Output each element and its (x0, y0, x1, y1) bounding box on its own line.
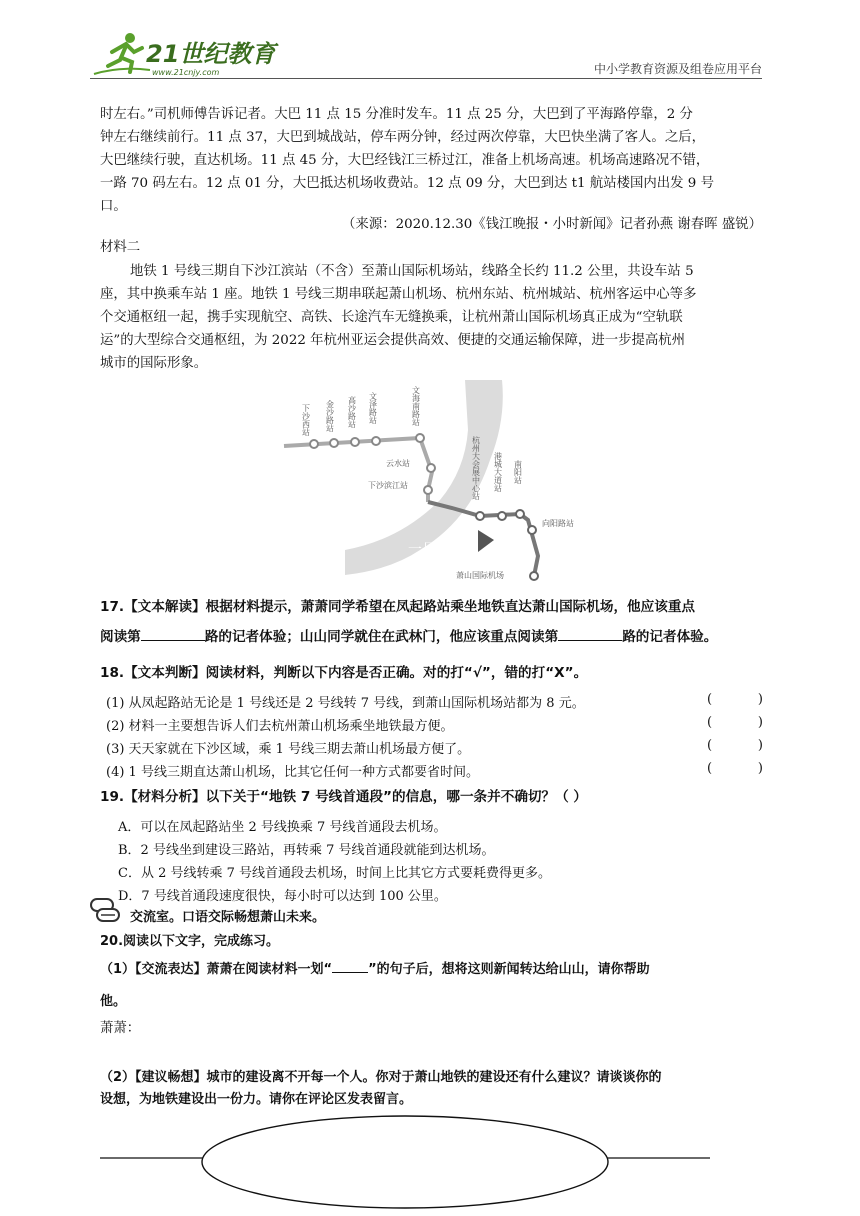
q17-line1: 根据材料提示，萧萧同学希望在凤起路站乘坐地铁直达萧山国际机场，他应该重点 (205, 599, 696, 615)
station-label: 下沙西站 (301, 404, 311, 436)
answer-blank[interactable] (558, 626, 622, 641)
chat-bubble-icon (88, 896, 124, 924)
line-label: 一号线三期 (408, 542, 478, 558)
judge-item: (1) 从凤起路站无论是 1 号线还是 2 号线转 7 号线，到萧山国际机场站都为 8 元。 (106, 696, 585, 711)
q19-tag: 19.【材料分析】 (100, 789, 206, 805)
q20-stem: 阅读以下文字，完成练习。 (123, 934, 280, 949)
logo-url: www.21cnjy.com (152, 68, 220, 77)
section-title: 交流室。口语交际畅想萧山未来。 (130, 910, 326, 925)
station-dot (351, 438, 359, 446)
choice-option-c[interactable]: C．从 2 号线转乘 7 号线首通段去机场，时间上比其它方式要耗费得更多。 (118, 866, 552, 881)
choice-option-b[interactable]: B．2 号线坐到建设三路站，再转乘 7 号线首通段就能到达机场。 (118, 843, 495, 858)
route-line-upper (284, 438, 432, 502)
station-dot (498, 512, 506, 520)
q20-part2-line: 设想，为地铁建设出一份力。请你在评论区发表留言。 (100, 1092, 413, 1107)
material2-line: 地铁 1 号线三期自下沙江滨站（不含）至萧山国际机场站，线路全长约 11.2 公里，共设车站 5 (130, 264, 694, 279)
question-18-stem (100, 662, 762, 684)
material1-line: 钟左右继续前行。11 点 37，大巴到城战站，停车两分钟，经过两次停靠，大巴快坐满了客人。之后， (100, 130, 705, 145)
material2-line: 城市的国际形象。 (100, 356, 208, 371)
question-19-stem (100, 786, 762, 808)
station-label: 高沙路站 (347, 396, 357, 428)
q20-text: 他。 (100, 994, 127, 1009)
station-label: 文海南路站 (411, 386, 421, 426)
material1-line: 时左右。”司机师傅告诉记者。大巴 11 点 15 分准时发车。11 点 25 分，大巴到了平海路停靠，2 分 (100, 107, 693, 122)
judge-answer-box[interactable]: ( ) (707, 738, 763, 753)
judge-item: (3) 天天家就在下沙区域，乘 1 号线三期去萧山机场最方便了。 (106, 742, 471, 757)
question-20-stem (100, 930, 279, 949)
page-header (90, 30, 762, 80)
q20-part1 (100, 958, 650, 977)
choice-option-d[interactable]: D．7 号线首通段速度很快，每小时可以达到 100 公里。 (118, 889, 447, 904)
station-dot (416, 434, 424, 442)
material1-line: 一路 70 码左右。12 点 01 分，大巴抵达机场收费站。12 点 09 分，大巴到达 t1 航站楼国内出发 9 号 (100, 176, 714, 191)
station-dot (516, 510, 524, 518)
q20-text: （1）【交流表达】萧萧在阅读材料一划“ (100, 962, 333, 977)
header-divider (90, 78, 762, 79)
station-dot (424, 486, 432, 494)
comment-bubble[interactable] (202, 1116, 608, 1208)
judge-answer-box[interactable]: ( ) (707, 715, 763, 730)
station-label: 南阳站 (513, 460, 523, 484)
station-label: 向阳路站 (542, 519, 574, 528)
station-label: 云水站 (386, 459, 410, 468)
station-dot (528, 526, 536, 534)
station-label: 萧山国际机场 (456, 571, 504, 580)
platform-name: 中小学教育资源及组卷应用平台 (593, 62, 762, 76)
q17-tag: 17.【文本解读】 (100, 599, 206, 615)
q20-text: ”的句子后，想将这则新闻转达给山山，请你帮助 (368, 962, 650, 977)
q18-tag: 18.【文本判断】 (100, 665, 206, 681)
choice-option-a[interactable]: A．可以在凤起路站坐 2 号线换乘 7 号线首通段去机场。 (118, 820, 447, 835)
material1-line: 口。 (100, 199, 127, 214)
runner-icon (94, 33, 150, 74)
judge-answer-box[interactable]: ( ) (707, 692, 763, 707)
judge-item: (4) 1 号线三期直达萧山机场，比其它任何一种方式都要省时间。 (106, 765, 479, 780)
speaker-label: 萧萧： (100, 1021, 141, 1036)
q17-text: 阅读第 (100, 629, 141, 645)
q20-tag: 20. (100, 934, 124, 949)
material1-text (100, 103, 762, 218)
station-dot (427, 464, 435, 472)
source-citation: （来源：2020.12.30《钱江晚报・小时新闻》记者孙燕 谢春晖 盛锐） (342, 217, 762, 232)
station-label: 杭州大会展中心站 (471, 436, 481, 500)
material2-line: 座，其中换乘车站 1 座。地铁 1 号线三期串联起萧山机场、杭州东站、杭州城站、杭州客运中心等多 (100, 287, 697, 302)
material1-line: 大巴继续行驶，直达机场。11 点 45 分，大巴经钱江三桥过江，准备上机场高速。机场高速路况不错， (100, 153, 710, 168)
material2-line: 运”的大型综合交通枢纽，为 2022 年杭州亚运会提供高效、便捷的交通运输保障，进一步提高杭州 (100, 333, 686, 348)
logo-text: 21世纪教育 (146, 40, 276, 68)
q18-stem: 阅读材料，判断以下内容是否正确。对的打“√”，错的打“X”。 (205, 665, 588, 681)
q20-part2-line: （2）【建议畅想】城市的建设离不开每一个人。你对于萧山地铁的建设还有什么建议？请谈谈你的 (100, 1070, 662, 1085)
q17-text: 路的记者体验。 (622, 629, 718, 645)
question-17 (100, 596, 762, 648)
q17-text: 路的记者体验；山山同学就住在武林门，他应该重点阅读第 (204, 629, 559, 645)
station-label: 港城大道站 (493, 452, 503, 492)
comment-area[interactable] (100, 1110, 760, 1216)
material2-title: 材料二 (100, 240, 141, 255)
answer-blank[interactable] (332, 958, 368, 973)
q19-stem: 以下关于“地铁 7 号线首通段”的信息，哪一条并不确切？（ ） (205, 789, 588, 805)
site-logo (90, 30, 290, 78)
station-label: 金沙路站 (325, 400, 335, 432)
metro-line-map (270, 380, 580, 585)
material2-line: 个交通枢纽一起，携手实现航空、高铁、长途汽车无缝换乘，让杭州萧山国际机场真正成为“空轨联 (100, 310, 683, 325)
material2-text (100, 260, 762, 375)
judge-answer-box[interactable]: ( ) (707, 761, 763, 776)
station-label: 文泽路站 (368, 392, 378, 424)
answer-blank[interactable] (141, 626, 205, 641)
station-dot (330, 439, 338, 447)
station-dot (530, 572, 538, 580)
direction-arrow-icon (478, 530, 494, 552)
station-dot (476, 512, 484, 520)
station-dot (310, 440, 318, 448)
station-dot (372, 437, 380, 445)
station-label: 下沙滨江站 (368, 481, 408, 490)
judge-item: (2) 材料一主要想告诉人们去杭州萧山机场乘坐地铁最方便。 (106, 719, 454, 734)
